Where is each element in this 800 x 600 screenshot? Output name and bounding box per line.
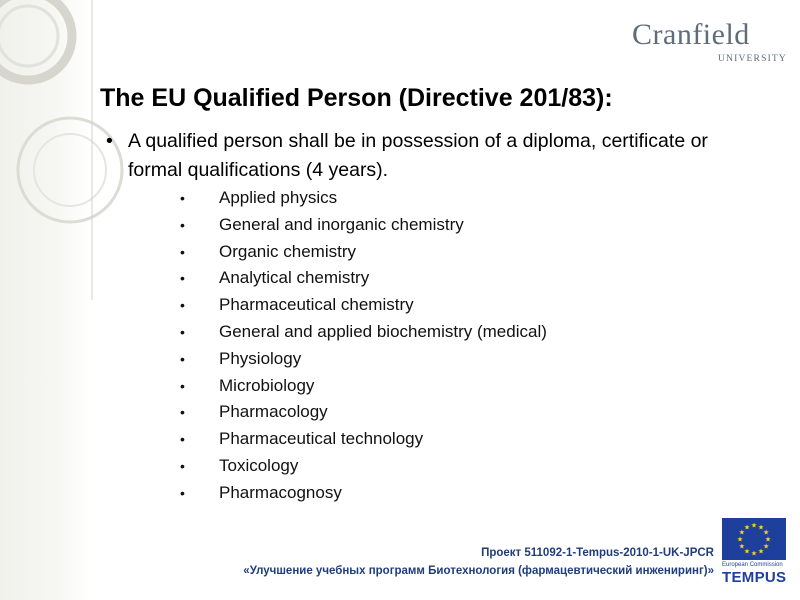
subject-label: Organic chemistry xyxy=(219,241,356,261)
bullet-icon: • xyxy=(180,484,185,501)
list-item xyxy=(180,292,547,319)
bullet-icon: • xyxy=(180,190,185,206)
bullet-icon: • xyxy=(180,243,185,260)
logo-wordmark: Cranfield xyxy=(632,18,750,51)
list-item xyxy=(180,319,547,346)
subject-label: Pharmacognosy xyxy=(219,482,342,502)
bullet-icon: • xyxy=(180,431,185,448)
main-bullet-point xyxy=(106,127,746,185)
list-item xyxy=(180,185,547,212)
subjects-list xyxy=(180,185,547,507)
subject-label: Analytical chemistry xyxy=(219,268,370,288)
list-item xyxy=(180,346,547,373)
eu-commission-caption: European Commission xyxy=(722,562,783,568)
list-item xyxy=(180,373,547,400)
eu-star-icon: ★ xyxy=(762,542,770,551)
eu-star-icon: ★ xyxy=(743,547,751,556)
project-code: Проект 511092-1-Tempus-2010-1-UK-JPCR xyxy=(481,547,714,559)
list-item xyxy=(180,426,547,453)
bullet-icon: • xyxy=(106,130,113,152)
eu-star-icon: ★ xyxy=(738,528,746,537)
eu-star-icon: ★ xyxy=(750,549,758,558)
bullet-icon: • xyxy=(180,270,185,287)
eu-star-icon: ★ xyxy=(764,535,772,544)
slide-title: The EU Qualified Person (Directive 201/83): xyxy=(100,84,613,112)
subject-label: Applied physics xyxy=(219,188,338,207)
main-bullet-text: A qualified person shall be in possession of a diploma, certificate or formal qualifications (4 years). xyxy=(128,130,708,181)
bullet-icon: • xyxy=(180,323,185,340)
subject-label: General and applied biochemistry (medical) xyxy=(219,321,547,341)
list-item xyxy=(180,265,547,292)
list-item xyxy=(180,453,547,480)
subject-label: Pharmaceutical technology xyxy=(219,429,424,449)
bullet-icon: • xyxy=(180,404,185,421)
subject-label: Toxicology xyxy=(219,455,299,475)
bullet-icon: • xyxy=(180,216,185,233)
eu-star-icon: ★ xyxy=(736,535,744,544)
subject-label: Pharmacology xyxy=(219,402,328,422)
eu-star-icon: ★ xyxy=(750,521,758,530)
list-item xyxy=(180,480,547,507)
subject-label: Microbiology xyxy=(219,375,315,395)
bullet-icon: • xyxy=(180,297,185,314)
cranfield-logo xyxy=(632,18,792,68)
subject-label: Pharmaceutical chemistry xyxy=(219,295,414,315)
eu-star-icon: ★ xyxy=(757,547,765,556)
bullet-icon: • xyxy=(180,377,185,394)
list-item xyxy=(180,212,547,239)
bullet-icon: • xyxy=(180,457,185,474)
eu-star-icon: ★ xyxy=(757,523,765,532)
eu-star-icon: ★ xyxy=(743,523,751,532)
list-item xyxy=(180,239,547,266)
tempus-wordmark: TEMPUS xyxy=(722,569,787,586)
project-description: «Улучшение учебных программ Биотехнология (фармацевтический инжениринг)» xyxy=(243,565,714,577)
eu-star-icon: ★ xyxy=(738,542,746,551)
subject-label: Physiology xyxy=(219,348,302,368)
tempus-logo xyxy=(722,518,786,586)
subject-label: General and inorganic chemistry xyxy=(219,214,464,234)
eu-flag-icon xyxy=(722,518,786,560)
project-footer xyxy=(243,544,714,580)
eu-star-icon: ★ xyxy=(762,528,770,537)
bullet-icon: • xyxy=(180,350,185,367)
list-item xyxy=(180,399,547,426)
logo-subtitle: UNIVERSITY xyxy=(718,54,787,64)
